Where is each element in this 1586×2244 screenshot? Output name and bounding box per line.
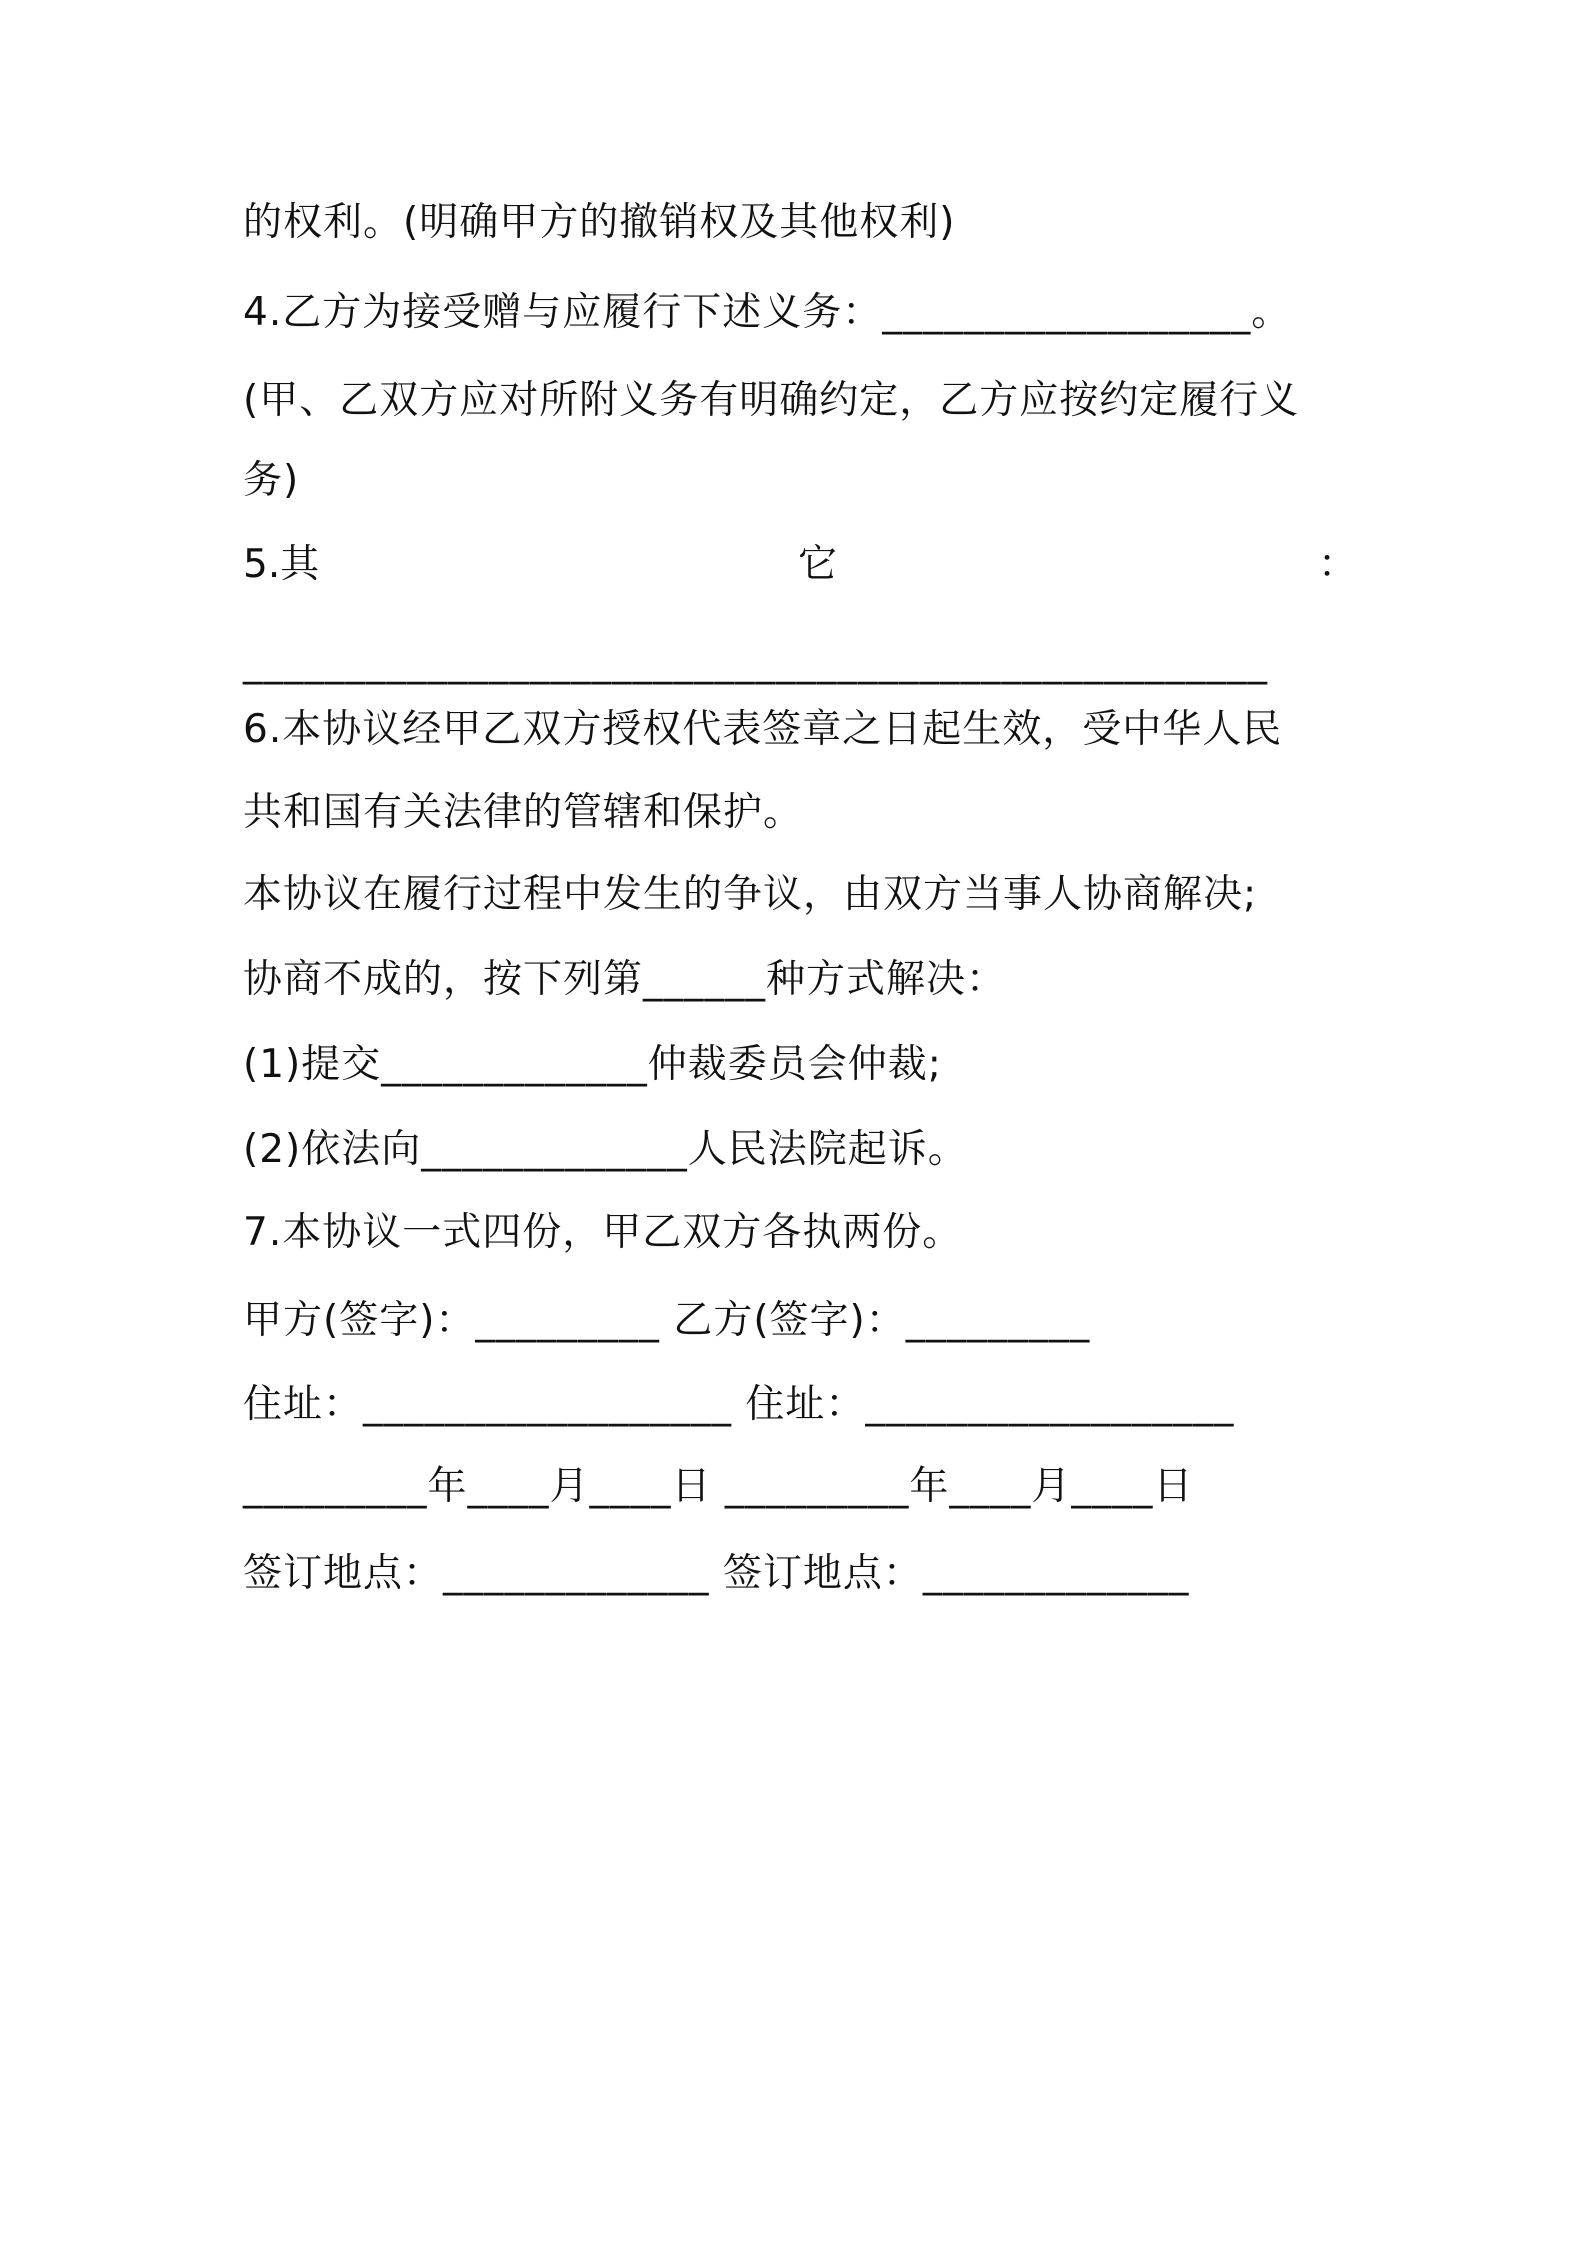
text-line-clause-4-note-end: 务): [243, 458, 300, 503]
text-line-dispute-method: 协商不成的，按下列第______种方式解决：: [243, 957, 1007, 1002]
text-line-clause-5-blank: __________________________________________________: [243, 640, 1268, 685]
clause-5-middle: 它: [798, 542, 838, 587]
text-line-clause-7: 7.本协议一式四份，甲乙双方各执两份。: [243, 1210, 963, 1255]
text-line-arbitration: (1)提交_____________仲裁委员会仲裁;: [243, 1042, 942, 1087]
clause-5-colon: ：: [1318, 542, 1358, 587]
text-line-court: (2)依法向_____________人民法院起诉。: [243, 1127, 968, 1172]
text-line-signatures: 甲方(签字)：_________ 乙方(签字)：_________: [243, 1298, 1091, 1343]
clause-5-number: 5.其: [243, 542, 320, 587]
text-line-rights: 的权利。(明确甲方的撤销权及其他权利): [243, 200, 956, 245]
text-line-signing-place: 签订地点：_____________ 签订地点：_____________: [243, 1551, 1190, 1596]
text-line-dispute: 本协议在履行过程中发生的争议，由双方当事人协商解决;: [243, 872, 1258, 917]
text-line-clause-4: 4.乙方为接受赠与应履行下述义务：__________________。: [243, 290, 1292, 335]
text-line-dates: _________年____月____日 _________年____月____日: [243, 1464, 1194, 1509]
text-line-clause-6-end: 共和国有关法律的管辖和保护。: [243, 790, 804, 835]
text-line-addresses: 住址：__________________ 住址：__________________: [243, 1382, 1235, 1427]
text-line-clause-6: 6.本协议经甲乙双方授权代表签章之日起生效，受中华人民: [243, 707, 1283, 752]
text-line-clause-4-note: (甲、乙双方应对所附义务有明确约定，乙方应按约定履行义: [243, 378, 1300, 423]
